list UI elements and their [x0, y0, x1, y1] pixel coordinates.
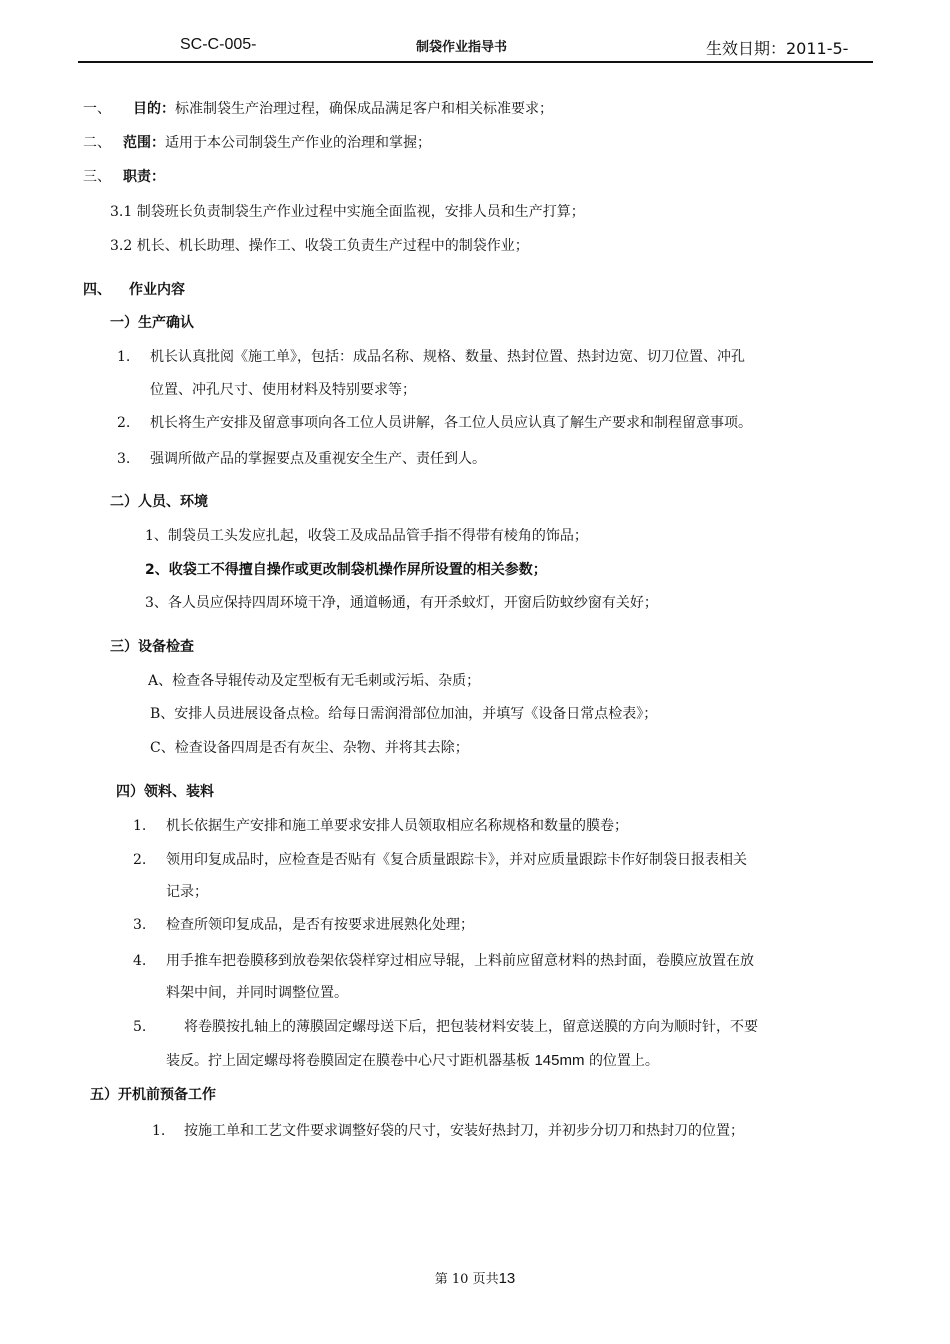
- subsection-title: 四）领料、装料: [116, 784, 214, 800]
- footer-mid: 页共: [472, 1272, 499, 1287]
- list-item-text-cont: 料架中间，并同时调整位置。: [166, 985, 348, 1001]
- dimension-value: 145mm: [534, 1052, 585, 1069]
- duty-item: 3.2 机长、机长助理、操作工、收袋工负责生产过程中的制袋作业；: [110, 238, 529, 254]
- list-item-text: 机长依据生产安排和施工单要求安排人员领取相应名称规格和数量的膜卷；: [166, 818, 628, 834]
- subsection-title: 一）生产确认: [110, 315, 194, 331]
- list-item-text: 3、各人员应保持四周环境干净，通道畅通，有开杀蚊灯，开窗后防蚊纱窗有关好；: [145, 595, 658, 611]
- list-item-text-cont: 记录；: [166, 884, 208, 900]
- effective-date: 生效日期：2011-5-: [706, 39, 849, 58]
- page-footer: [0, 1268, 950, 1287]
- list-number: 5.: [133, 1019, 147, 1035]
- footer-pre: 第: [434, 1272, 448, 1287]
- section-label: 作业内容: [129, 282, 185, 298]
- list-item-text: 领用印复成品时，应检查是否贴有《复合质量跟踪卡》，并对应质量跟踪卡作好制袋日报表相关: [166, 852, 747, 868]
- list-item-text: C、检查设备四周是否有灰尘、杂物、并将其去除；: [150, 740, 469, 756]
- doc-title: 制袋作业指导书: [416, 40, 508, 55]
- duty-item: 3.1 制袋班长负责制袋生产作业过程中实施全面监视，安排人员和生产打算；: [110, 204, 585, 220]
- list-item-text: 用手推车把卷膜移到放卷架依袋样穿过相应导辊，上料前应留意材料的热封面，卷膜应放置在放: [166, 953, 754, 969]
- list-item-text: 机长将生产安排及留意事项向各工位人员讲解，各工位人员应认真了解生产要求和制程留意事项。: [150, 415, 752, 431]
- list-item-text: 1、制袋员工头发应扎起，收袋工及成品品管手指不得带有棱角的饰品；: [145, 528, 588, 544]
- header-divider: [78, 61, 873, 63]
- section-label: 范围：: [123, 135, 165, 151]
- list-item-text: 将卷膜按扎轴上的薄膜固定螺母送下后，把包装材料安装上，留意送膜的方向为顺时针，不要: [184, 1019, 758, 1035]
- list-item-text: 按施工单和工艺文件要求调整好袋的尺寸，安装好热封刀，并初步分切刀和热封刀的位置；: [184, 1123, 744, 1139]
- list-item-text-cont: 位置、冲孔尺寸、使用材料及特别要求等；: [150, 382, 416, 398]
- list-number: 3.: [117, 451, 131, 467]
- section-text: 适用于本公司制袋生产作业的治理和掌握；: [165, 135, 431, 151]
- list-item-text: 强调所做产品的掌握要点及重视安全生产、责任到人。: [150, 451, 486, 467]
- section-work-content: [83, 281, 185, 299]
- subsection-title: 二）人员、环境: [110, 494, 208, 510]
- list-item-text-cont: [166, 1051, 659, 1071]
- section-number: 三、: [83, 169, 111, 185]
- doc-code: SC-C-005-: [180, 36, 257, 53]
- section-number: 一、: [83, 101, 111, 117]
- section-scope: [83, 134, 431, 152]
- list-number: 1.: [117, 349, 131, 365]
- text-part: 的位置上。: [588, 1053, 659, 1069]
- list-item-text: B、安排人员进展设备点检。给每日需润滑部位加油，并填写《设备日常点检表》；: [150, 706, 658, 722]
- section-label: 目的：: [133, 101, 175, 117]
- list-number: 1.: [152, 1123, 166, 1139]
- page-number: 10: [451, 1272, 469, 1287]
- section-text: 标准制袋生产治理过程，确保成品满足客户和相关标准要求；: [175, 101, 553, 117]
- text-part: 装反。拧上固定螺母将卷膜固定在膜卷中心尺寸距机器基板: [166, 1053, 530, 1069]
- list-number: 4.: [133, 953, 147, 969]
- list-item-text: 机长认真批阅《施工单》，包括：成品名称、规格、数量、热封位置、热封边宽、切刀位置、冲孔: [150, 349, 745, 365]
- list-number: 2.: [117, 415, 131, 431]
- section-duties: [83, 168, 165, 186]
- list-item-text: A、检查各导辊传动及定型板有无毛刺或污垢、杂质；: [148, 673, 481, 689]
- list-item-text-emphasis: 2、收袋工不得擅自操作或更改制袋机操作屏所设置的相关参数；: [145, 562, 547, 578]
- section-number: 四、: [83, 282, 111, 298]
- list-number: 1.: [133, 818, 147, 834]
- subsection-title: 五）开机前预备工作: [90, 1087, 216, 1103]
- section-label: 职责：: [123, 169, 165, 185]
- page-total: 13: [498, 1270, 516, 1287]
- subsection-title: 三）设备检查: [110, 639, 194, 655]
- section-purpose: [83, 100, 553, 118]
- section-number: 二、: [83, 135, 111, 151]
- list-number: 3.: [133, 917, 147, 933]
- list-number: 2.: [133, 852, 147, 868]
- list-item-text: 检查所领印复成品，是否有按要求进展熟化处理；: [166, 917, 474, 933]
